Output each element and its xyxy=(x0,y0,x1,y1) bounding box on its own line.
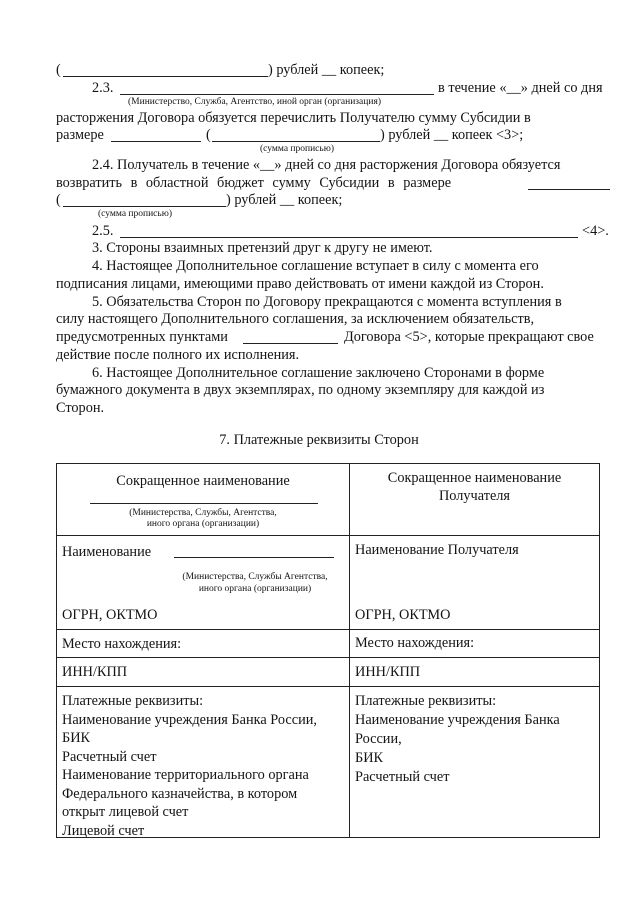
cell-inn-kpp: ИНН/КПП xyxy=(62,664,128,680)
paragraph-line: подписания лицами, имеющими право действовать от имени каждой из Сторон. xyxy=(56,276,544,292)
blank-clauses[interactable] xyxy=(243,343,338,344)
text-paren-open: ( xyxy=(56,192,61,208)
cell-recipient-short-name: Сокращенное наименование xyxy=(387,470,562,486)
paragraph-line: 5. Обязательства Сторон по Договору прекращаются с момента вступления в xyxy=(92,294,562,310)
note-ministry: (Министерства, Службы, Агентства, xyxy=(129,508,277,518)
blank-amount[interactable] xyxy=(528,189,610,190)
note-ministry: (Министерства, Службы Агентства, xyxy=(182,572,328,582)
section-title: 7. Платежные реквизиты Сторон xyxy=(219,432,419,448)
cell-recipient-label: Получателя xyxy=(438,488,511,504)
note-organization: иного органа (организации) xyxy=(198,584,312,594)
cell-location: Место нахождения: xyxy=(62,636,182,652)
text-rubles-kopecks: ) рублей __ копеек; xyxy=(268,62,385,78)
note-ministry: (Министерство, Служба, Агентство, иной орган (организация) xyxy=(128,97,381,107)
paragraph-line: силу настоящего Дополнительного соглашения, за исключением обязательств, xyxy=(56,311,535,327)
paragraph-line: 4. Настоящее Дополнительное соглашение вступает в силу с момента его xyxy=(92,258,539,274)
note-amount-words: (сумма прописью) xyxy=(260,144,334,154)
blank-amount-words[interactable] xyxy=(63,76,268,77)
blank-ministry[interactable] xyxy=(120,94,434,95)
cell-recipient-name: Наименование Получателя xyxy=(355,542,519,558)
paragraph-line: 6. Настоящее Дополнительное соглашение заключено Сторонами в форме xyxy=(92,365,545,381)
cell-bank-name: Наименование учреждения Банка России, xyxy=(62,711,317,728)
text-provided-by: предусмотренных пунктами xyxy=(56,329,228,345)
table-row-divider xyxy=(56,657,600,658)
cell-bik: БИК xyxy=(62,730,91,746)
cell-ogrn-oktmo: ОГРН, ОКТМО xyxy=(355,607,451,623)
text-contract-ref: Договора <5>, которые прекращают свое xyxy=(344,329,594,345)
paragraph-line: бумажного документа в двух экземплярах, по одному экземпляру для каждой из xyxy=(56,382,545,398)
cell-name-label: Наименование xyxy=(62,544,152,560)
text-paren-open: ( xyxy=(206,127,211,143)
cell-bank-name-cont: России, xyxy=(355,731,402,747)
table-row-divider xyxy=(56,686,600,687)
cell-location: Место нахождения: xyxy=(355,635,475,651)
footnote-ref: <4>. xyxy=(582,223,609,239)
paragraph-line: действие после полного их исполнения. xyxy=(56,347,300,363)
text-within-days: в течение «__» дней со дня xyxy=(438,80,603,96)
table-border-top xyxy=(56,463,600,464)
blank-amount-words[interactable] xyxy=(63,206,226,207)
paragraph-line: расторжения Договора обязуется перечислить Получателю сумму Субсидии в xyxy=(56,110,531,126)
paragraph-line: 2.4. Получатель в течение «__» дней со дня расторжения Договора обязуется xyxy=(92,157,561,173)
cell-short-name-title: Сокращенное наименование xyxy=(116,473,290,489)
cell-payment-details-title: Платежные реквизиты: xyxy=(62,693,204,709)
table-border-right xyxy=(599,463,600,838)
blank-clause[interactable] xyxy=(120,237,578,238)
clause-number: 2.5. xyxy=(92,223,114,239)
cell-bik: БИК xyxy=(355,750,384,766)
cell-treasury-body: Наименование территориального органа xyxy=(62,767,309,783)
note-amount-words: (сумма прописью) xyxy=(98,209,172,219)
cell-account: Расчетный счет xyxy=(62,748,157,765)
text-rubles-kopecks: ) рублей __ копеек; xyxy=(226,192,343,208)
blank-amount-words[interactable] xyxy=(212,141,380,142)
table-row-divider xyxy=(56,629,600,630)
cell-personal-account: Лицевой счет xyxy=(62,822,145,839)
blank-short-name[interactable] xyxy=(90,503,318,504)
cell-inn-kpp: ИНН/КПП xyxy=(355,664,421,680)
paragraph-line: Сторон. xyxy=(56,400,105,416)
table-row-divider xyxy=(56,535,600,536)
text-paren-open: ( xyxy=(56,62,61,78)
cell-treasury-line: Федерального казначейства, в котором xyxy=(62,785,298,802)
blank-name[interactable] xyxy=(174,557,334,558)
table-border-middle xyxy=(349,463,350,838)
paragraph-line: 3. Стороны взаимных претензий друг к другу не имеют. xyxy=(92,240,433,256)
note-organization: иного органа (организации) xyxy=(146,519,260,529)
cell-bank-name: Наименование учреждения Банка xyxy=(355,712,560,728)
paragraph-line: возвратить в областной бюджет сумму Субсидии в размере xyxy=(56,175,452,191)
text-amount-label: размере xyxy=(56,127,104,143)
cell-treasury-line: открыт лицевой счет xyxy=(62,804,189,820)
cell-payment-details-title: Платежные реквизиты: xyxy=(355,693,497,709)
cell-account: Расчетный счет xyxy=(355,769,450,785)
clause-number: 2.3. xyxy=(92,80,114,96)
text-rubles-kopecks: ) рублей __ копеек <3>; xyxy=(380,127,524,143)
cell-ogrn-oktmo: ОГРН, ОКТМО xyxy=(62,607,158,623)
blank-amount[interactable] xyxy=(111,141,201,142)
